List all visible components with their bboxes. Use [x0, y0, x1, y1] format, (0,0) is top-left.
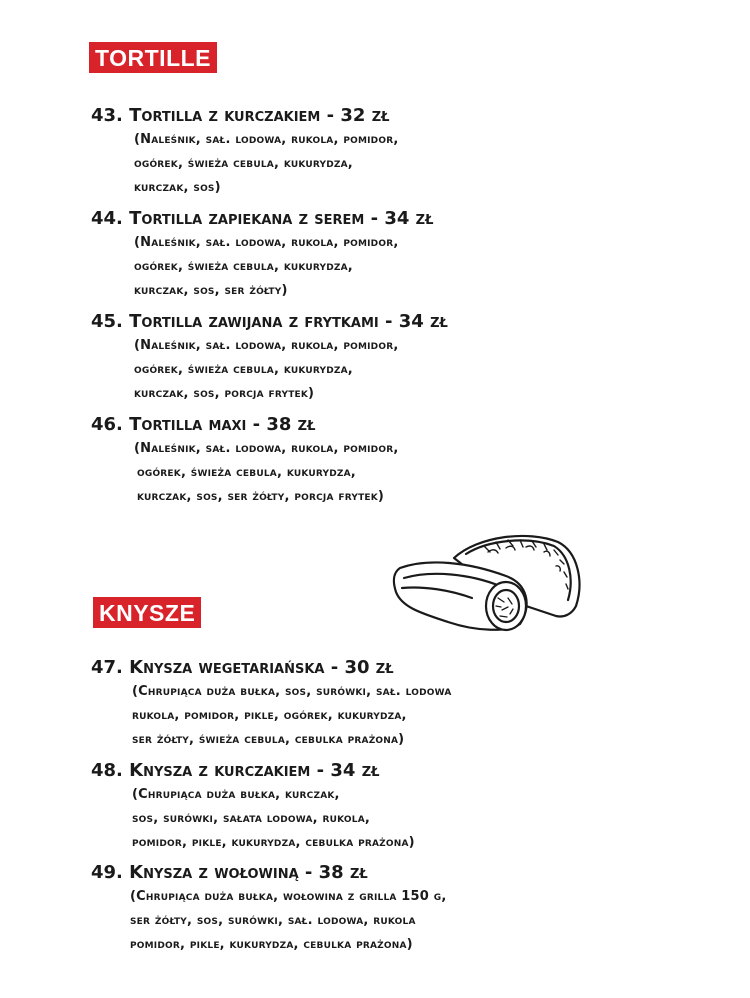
- menu-item: [91, 413, 711, 509]
- menu-item-description: [134, 231, 711, 303]
- description-line: pomidor, pikle, kukurydza, cebulka prażona): [130, 937, 413, 952]
- description-line: kurczak, sos, ser żółty): [134, 283, 288, 298]
- menu-item-title: 43. Tortilla z kurczakiem - 32 zł: [91, 105, 390, 126]
- tortilla-wrap-icon: [388, 528, 588, 640]
- description-line: ogórek, świeża cebula, kukurydza,: [134, 259, 353, 274]
- menu-item: [91, 207, 711, 303]
- description-line: pomidor, pikle, kukurydza, cebulka prażona): [132, 835, 415, 850]
- description-line: ogórek, świeża cebula, kukurydza,: [134, 156, 353, 171]
- menu-item-description: [134, 128, 711, 200]
- description-line: sos, surówki, sałata lodowa, rukola,: [132, 811, 371, 826]
- menu-item-title: 47. Knysza wegetariańska - 30 zł: [91, 657, 394, 678]
- menu-item-description: [134, 437, 711, 509]
- description-line: rukola, pomidor, pikle, ogórek, kukurydza,: [132, 708, 407, 723]
- section-heading-knysze: KNYSZE: [93, 597, 201, 628]
- menu-item-description: [132, 783, 711, 855]
- description-line: (Chrupiąca duża bułka, sos, surówki, sał. lodowa: [132, 684, 452, 699]
- description-line: kurczak, sos, porcja frytek): [134, 386, 315, 401]
- description-line: ogórek, świeża cebula, kukurydza,: [137, 465, 356, 480]
- description-line: kurczak, sos): [134, 180, 221, 195]
- menu-item: [91, 861, 711, 957]
- menu-item-title: 44. Tortilla zapiekana z serem - 34 zł: [91, 208, 434, 229]
- menu-item-title: 46. Tortilla maxi - 38 zł: [91, 414, 316, 435]
- description-line: ogórek, świeża cebula, kukurydza,: [134, 362, 353, 377]
- description-line: ser żółty, świeża cebula, cebulka prażona): [132, 732, 405, 747]
- menu-item-description: [132, 680, 711, 752]
- menu-item: [91, 104, 711, 200]
- menu-item-description: [130, 885, 711, 957]
- description-line: (Naleśnik, sał. lodowa, rukola, pomidor,: [134, 338, 399, 353]
- description-line: ser żółty, sos, surówki, sał. lodowa, rukola: [130, 913, 416, 928]
- menu-item: [91, 759, 711, 855]
- menu-item-description: [134, 334, 711, 406]
- description-line: (Naleśnik, sał. lodowa, rukola, pomidor,: [134, 132, 399, 147]
- menu-item: [91, 310, 711, 406]
- section-heading-tortille: TORTILLE: [89, 42, 217, 73]
- description-line: (Naleśnik, sał. lodowa, rukola, pomidor,: [134, 441, 399, 456]
- description-line: (Chrupiąca duża bułka, wołowina z grilla 150 g,: [130, 889, 447, 904]
- menu-item-title: 49. Knysza z wołowiną - 38 zł: [91, 862, 368, 883]
- menu-item-title: 45. Tortilla zawijana z frytkami - 34 zł: [91, 311, 448, 332]
- menu-item-title: 48. Knysza z kurczakiem - 34 zł: [91, 760, 380, 781]
- menu-item: [91, 656, 711, 752]
- description-line: (Naleśnik, sał. lodowa, rukola, pomidor,: [134, 235, 399, 250]
- description-line: kurczak, sos, ser żółty, porcja frytek): [137, 489, 385, 504]
- description-line: (Chrupiąca duża bułka, kurczak,: [132, 787, 340, 802]
